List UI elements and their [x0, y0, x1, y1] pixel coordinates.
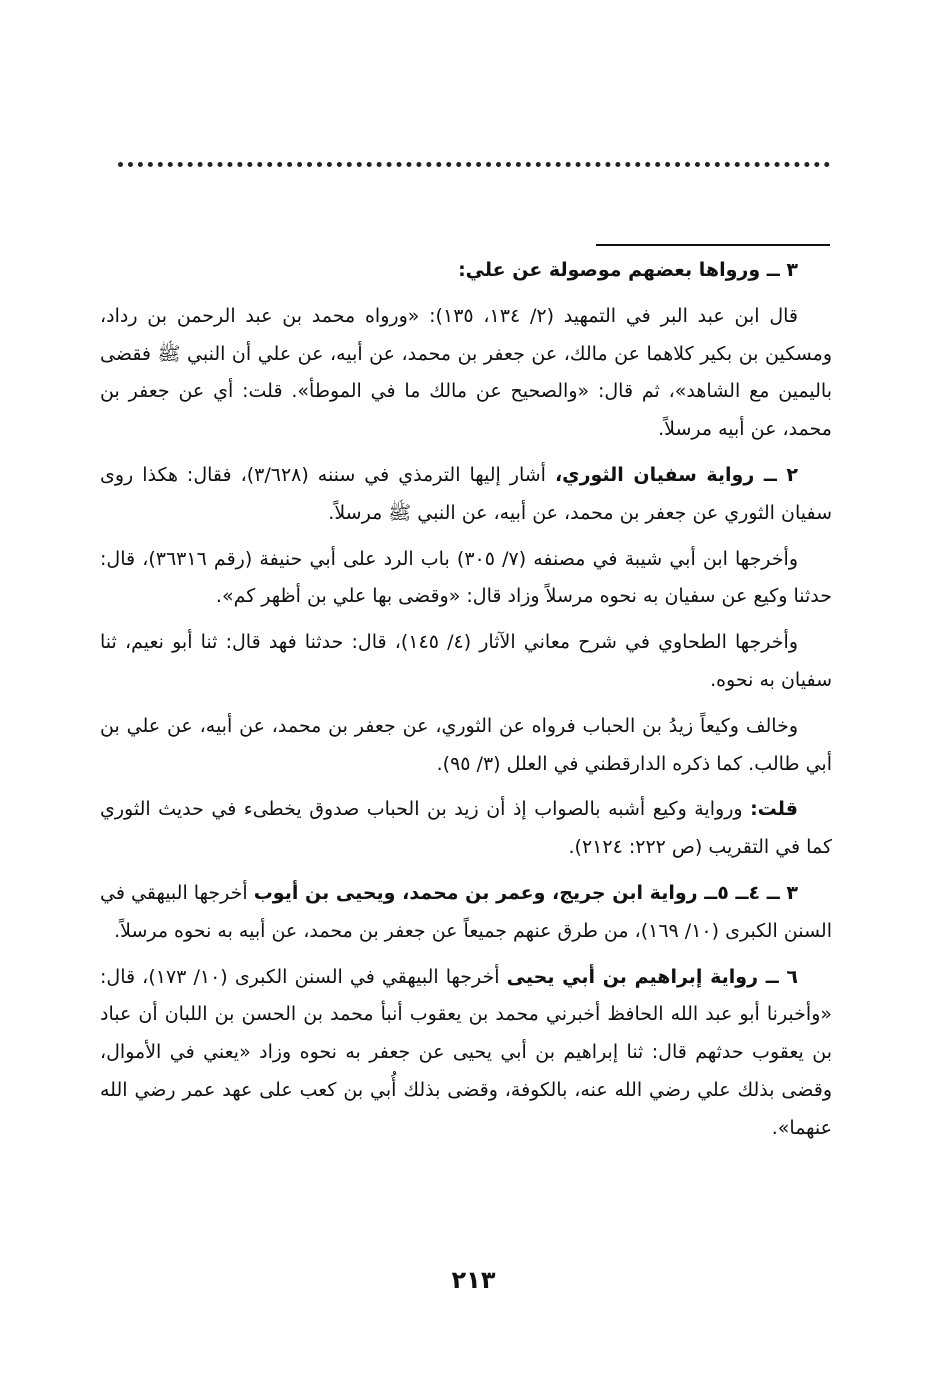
- page-body: [100, 252, 832, 1156]
- paragraph-text: ورواية وكيع أشبه بالصواب إذ أن زيد بن الحباب صدوق يخطىء في حديث الثوري كما في التقريب (ص ٢٢٢: ٢١٢٤).: [100, 798, 832, 859]
- page-number: ٢١٣: [451, 1266, 496, 1294]
- paragraph-2: [100, 298, 832, 449]
- dotted-separator: [118, 162, 830, 167]
- paragraph-text: قال ابن عبد البر في التمهيد (٢/ ١٣٤، ١٣٥): «ورواه محمد بن عبد الرحمن بن رداد، ومسكين بن بكير كلاهما عن مالك، عن جعفر بن محمد، عن أبيه، عن علي أن النبي ﷺ فقضى باليمين مع الشاهد»، ثم قال: «والصحيح عن مالك ما في الموطأ». قلت: أي عن جعفر بن محمد، عن أبيه مرسلاً.: [100, 304, 832, 441]
- paragraph-8: [100, 875, 832, 951]
- paragraph-lead: ٦ ــ رواية إبراهيم بن أبي يحيى: [506, 965, 798, 988]
- paragraph-9: [100, 959, 832, 1148]
- paragraph-1: [100, 252, 832, 290]
- footnote-rule: [596, 244, 830, 246]
- paragraph-lead: ٢ ــ رواية سفيان الثوري،: [554, 463, 798, 486]
- paragraph-text: أشار إليها الترمذي في سننه (٣/٦٢٨)، فقال: هكذا روى سفيان الثوري عن جعفر بن محمد، عن أبيه، عن النبي ﷺ مرسلاً.: [100, 463, 832, 524]
- paragraph-text: أخرجها البيهقي في السنن الكبرى (١٠/ ١٦٩)، من طرق عنهم جميعاً عن جعفر بن محمد، عن أبيه به نحوه مرسلاً.: [100, 881, 832, 942]
- paragraph-4: [100, 541, 832, 617]
- paragraph-text: أخرجها البيهقي في السنن الكبرى (١٠/ ١٧٣)، قال: «وأخبرنا أبو عبد الله الحافظ أخبرني محمد بن يعقوب أنبأ محمد بن الحسن بن اللبان أن عباد بن يعقوب حدثهم قال: ثنا إبراهيم بن أبي يحيى عن جعفر به نحوه وزاد «يعني في الأموال، وقضى بذلك علي رضي الله عنه، بالكوفة، وقضى بذلك أُبي بن كعب على عهد عمر رضي الله عنهما».: [100, 965, 832, 1139]
- paragraph-text: وأخرجها ابن أبي شيبة في مصنفه (٧/ ٣٠٥) باب الرد على أبي حنيفة (رقم ٣٦٣١٦)، قال: حدثنا وكيع عن سفيان به نحوه مرسلاً وزاد قال: «وقضى بها علي بن أظهر كم».: [100, 547, 832, 608]
- paragraph-text: وخالف وكيعاً زيدُ بن الحباب فرواه عن الثوري، عن جعفر بن محمد، عن أبيه، عن علي بن أبي طالب. كما ذكره الدارقطني في العلل (٣/ ٩٥).: [100, 714, 832, 775]
- paragraph-6: [100, 708, 832, 784]
- paragraph-5: [100, 624, 832, 700]
- paragraph-7: [100, 791, 832, 867]
- paragraph-3: [100, 457, 832, 533]
- paragraph-lead: ٣ ــ ٤ــ ٥ــ رواية ابن جريج، وعمر بن محمد، ويحيى بن أيوب: [253, 881, 798, 904]
- paragraph-text: وأخرجها الطحاوي في شرح معاني الآثار (٤/ ١٤٥)، قال: حدثنا فهد قال: ثنا أبو نعيم، ثنا سفيان به نحوه.: [100, 631, 832, 691]
- paragraph-lead: قلت:: [750, 798, 798, 821]
- paragraph-lead: ٣ ــ ورواها بعضهم موصولة عن علي:: [458, 259, 798, 281]
